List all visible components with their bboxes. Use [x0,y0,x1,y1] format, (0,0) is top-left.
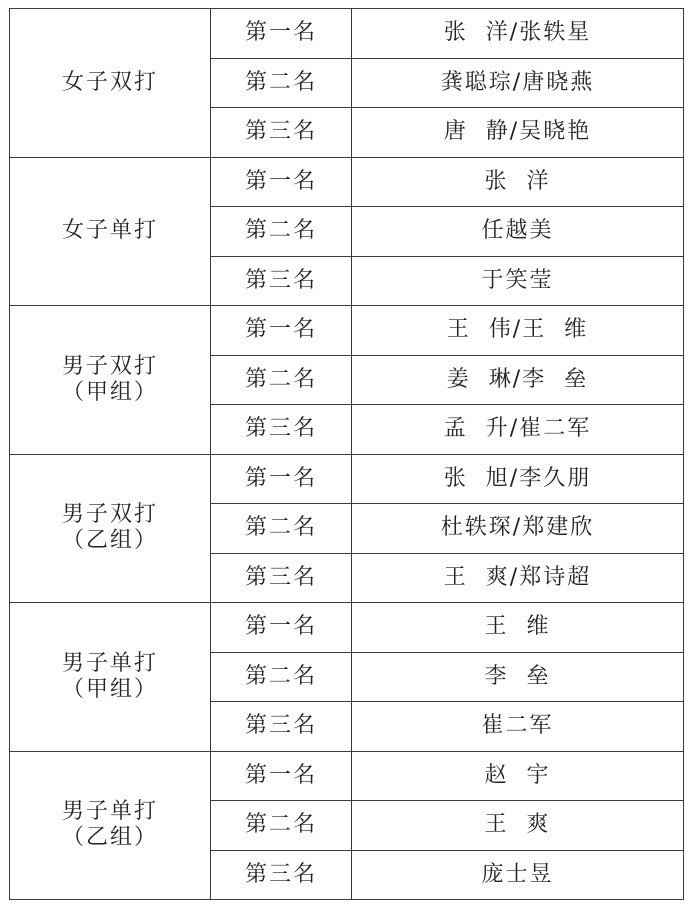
winner-name-cell: 庞士昱 [352,850,684,900]
event-group: （甲组） [61,379,158,405]
winner-name-cell: 孟 升/崔二军 [352,405,684,455]
winner-name-cell: 杜轶琛/郑建欣 [352,504,684,554]
winner-name-cell: 任越美 [352,207,684,257]
winner-name-cell: 姜 琳/李 垒 [352,355,684,405]
results-table-body [10,9,684,900]
table-row [10,454,684,504]
event-title: 女子单打 [61,218,158,244]
rank-cell: 第三名 [211,256,352,306]
event-cell [10,751,211,900]
rank-cell: 第一名 [211,157,352,207]
rank-cell: 第三名 [211,702,352,752]
rank-cell: 第二名 [211,355,352,405]
winner-name-cell: 王 维 [352,603,684,653]
winner-name-cell: 赵 宇 [352,751,684,801]
event-title: 男子单打 [61,799,158,825]
winner-name-cell: 崔二军 [352,702,684,752]
winner-name-cell: 张 洋 [352,157,684,207]
rank-cell: 第一名 [211,9,352,59]
winner-name-cell: 于笑莹 [352,256,684,306]
rank-cell: 第三名 [211,108,352,158]
table-row [10,751,684,801]
rank-cell: 第一名 [211,306,352,356]
event-cell [10,454,211,603]
winner-name-cell: 龚聪琮/唐晓燕 [352,58,684,108]
winner-name-cell: 张 旭/李久朋 [352,454,684,504]
winner-name-cell: 李 垒 [352,652,684,702]
winner-name-cell: 王 爽/郑诗超 [352,553,684,603]
event-title: 男子单打 [61,650,158,676]
event-group: （乙组） [61,825,158,851]
event-cell [10,306,211,455]
rank-cell: 第二名 [211,801,352,851]
rank-cell: 第二名 [211,207,352,257]
rank-cell: 第二名 [211,504,352,554]
results-table [9,8,684,900]
event-cell [10,603,211,752]
winner-name-cell: 王 伟/王 维 [352,306,684,356]
winner-name-cell: 唐 静/吴晓艳 [352,108,684,158]
event-group: （甲组） [61,676,158,702]
rank-cell: 第三名 [211,553,352,603]
rank-cell: 第二名 [211,652,352,702]
event-title: 男子双打 [61,502,158,528]
rank-cell: 第一名 [211,603,352,653]
winner-name-cell: 王 爽 [352,801,684,851]
rank-cell: 第一名 [211,454,352,504]
event-group: （乙组） [61,528,158,554]
event-cell [10,9,211,158]
rank-cell: 第一名 [211,751,352,801]
table-row [10,157,684,207]
event-title: 女子双打 [61,69,158,95]
winner-name-cell: 张 洋/张轶星 [352,9,684,59]
event-title: 男子双打 [61,353,158,379]
event-cell [10,157,211,306]
table-row [10,9,684,59]
rank-cell: 第三名 [211,405,352,455]
table-row [10,603,684,653]
rank-cell: 第二名 [211,58,352,108]
table-row [10,306,684,356]
rank-cell: 第三名 [211,850,352,900]
